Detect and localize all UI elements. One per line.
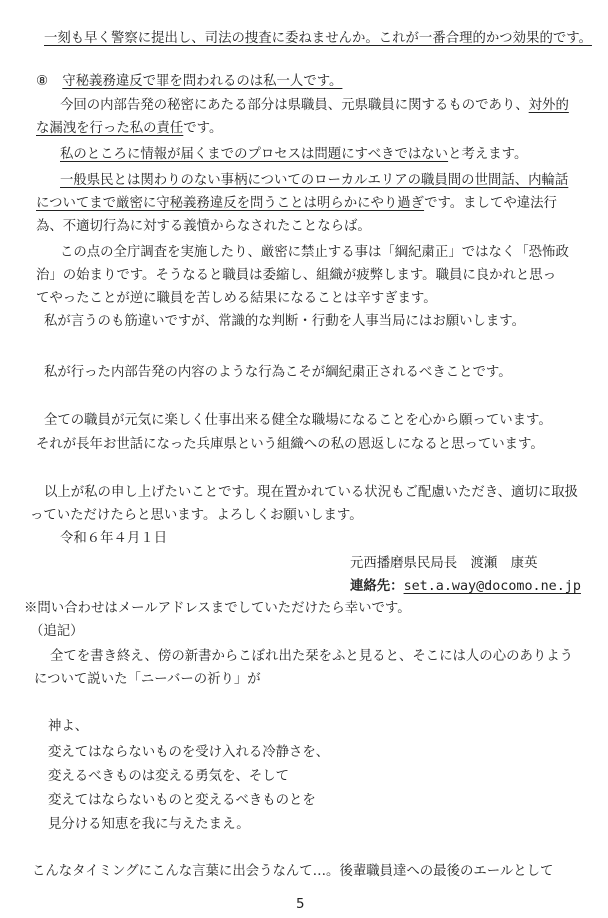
addendum-line1: 全てを書き終え、傍の新書からこぼれ出た栞をふと見ると、そこには人の心のありよう	[50, 649, 574, 664]
section-8-p3-line1: 一般県民とは関わりのない事柄についてのローカルエリアの職員間の世間話、内輪話	[60, 173, 569, 188]
section-8-heading	[36, 73, 342, 91]
para-b-line1: 全ての職員が元気に楽しく仕事出来る健全な職場になることを心から願っています。	[44, 413, 552, 428]
closing-line1: 以上が私の申し上げたいことです。現在置かれている状況もご配慮いただき、適切に取扱	[44, 485, 579, 500]
section-8-p4-line1: この点の全庁調査を実施したり、厳密に禁止する事は「綱紀粛正」ではなく「恐怖政	[60, 245, 569, 260]
section-8-p5: 私が言うのも筋違いですが、常識的な判断・行動を人事当局にはお願いします。	[44, 314, 525, 329]
intro-line: 一刻も早く警察に提出し、司法の捜査に委ねませんか。これが一番合理的かつ効果的です。	[44, 31, 592, 46]
contact-label: 連絡先：	[350, 578, 404, 594]
addendum-label: （追記）	[30, 624, 84, 639]
section-8-p4-line2: 治」の始まりです。そうなると職員は委縮し、組織が疲弊します。職員に良かれと思っ	[36, 268, 557, 283]
p3-end: です。ましてや違法行	[424, 196, 557, 211]
p2-end: と考えます。	[448, 147, 528, 162]
p1-text: 今回の内部告発の秘密にあたる部分は県職員、元県職員に関するものであり、	[60, 98, 529, 113]
contact	[350, 577, 581, 596]
section-number: ⑧	[36, 74, 49, 89]
section-8-p3-line3: 為、不適切行為に対する義憤からなされたことならば。	[36, 219, 371, 234]
p3-underlined: についてまで厳密に守秘義務違反を問うことは明らかにやり過ぎ	[36, 196, 425, 211]
closing-line2: っていただけたらと思います。よろしくお願いします。	[30, 508, 363, 523]
prayer-line-4: 変えてはならないものと変えるべきものとを	[48, 793, 316, 808]
p1-underlined-2: な漏洩を行った私の責任	[36, 121, 184, 136]
para-b-line2: それが長年お世話になった兵庫県という組織への私の恩返しになると思っています。	[36, 437, 544, 452]
prayer-line-5: 見分ける知恵を我に与えたまえ。	[48, 817, 250, 832]
section-8-p1-line2	[36, 120, 222, 138]
prayer-line-3: 変えるべきものは変える勇気を、そして	[48, 769, 290, 784]
section-8-p3-line2	[36, 195, 557, 213]
date: 令和６年４月１日	[60, 531, 168, 546]
addendum-line2: について説いた「ニーバーの祈り」が	[34, 672, 261, 687]
p1-end: です。	[183, 121, 223, 136]
contact-email-link[interactable]: set.a.way@docomo.ne.jp	[403, 579, 581, 594]
p1-underlined: 対外的	[528, 98, 569, 113]
page-number: 5	[296, 897, 305, 912]
section-8-p1-line1	[60, 97, 569, 115]
signer: 元西播磨県民局長 渡瀬 康英	[350, 556, 538, 571]
section-8-p2	[60, 146, 527, 164]
note: ※問い合わせはメールアドレスまでしていただけたら幸いです。	[24, 601, 411, 616]
prayer-line-2: 変えてはならないものを受け入れる冷静さを、	[48, 745, 330, 760]
prayer-line-1: 神よ、	[48, 719, 89, 734]
para-a: 私が行った内部告発の内容のような行為こそが綱紀粛正されるべきことです。	[44, 365, 512, 380]
section-8-p4-line3: てやったことが逆に職員を苦しめる結果になることは辛すぎます。	[36, 291, 437, 306]
last-line: こんなタイミングにこんな言葉に出会うなんて…。後輩職員達への最後のエールとして	[32, 864, 554, 879]
section-heading-text: 守秘義務違反で罪を問われるのは私一人です。	[62, 74, 343, 89]
p2-underlined: 私のところに情報が届くまでのプロセスは問題にすべきではない	[60, 147, 449, 162]
